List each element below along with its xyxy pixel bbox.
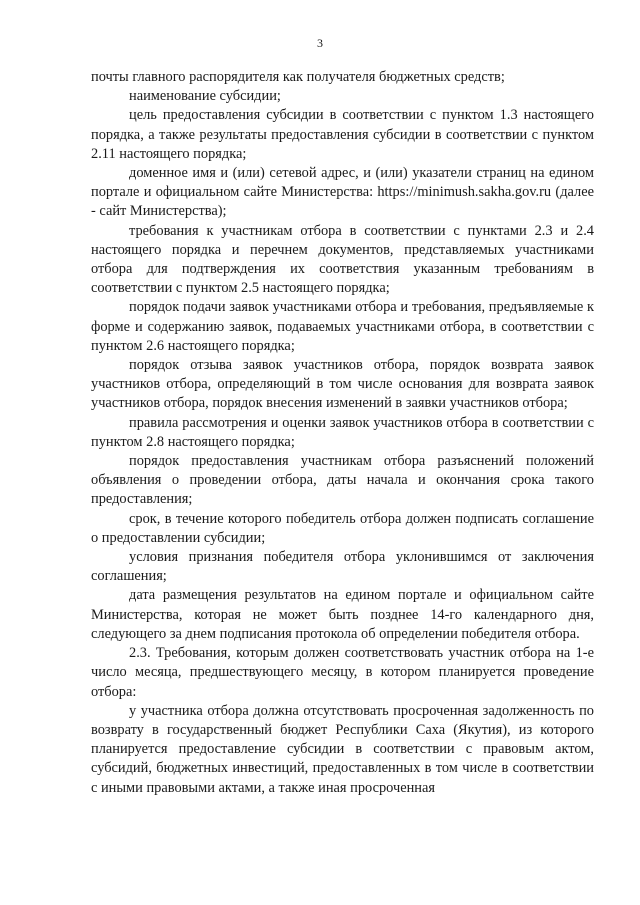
paragraph: почты главного распорядителя как получателя бюджетных средств;: [91, 69, 505, 85]
paragraph: 2.3. Требования, которым должен соответствовать участник отбора на 1-е число месяца, предшествующего месяцу, в котором планируется проведение отбора:: [91, 645, 594, 700]
paragraph: правила рассмотрения и оценки заявок участников отбора в соответствии с пунктом 2.8 настоящего порядка;: [91, 414, 594, 450]
paragraph: доменное имя и (или) сетевой адрес, и (или) указатели страниц на едином портале и официальном сайте Министерства: https://minimush.sakha.gov.ru (далее - сайт Министерства);: [91, 165, 594, 220]
page-number: 3: [317, 36, 323, 50]
paragraph: условия признания победителя отбора уклонившимся от заключения соглашения;: [91, 549, 594, 585]
paragraph: порядок предоставления участникам отбора разъяснений положений объявления о проведении отбора, даты начала и окончания срока такого предоставления;: [91, 453, 594, 508]
paragraph: цель предоставления субсидии в соответствии с пунктом 1.3 настоящего порядка, а также результаты предоставления субсидии в соответствии с пунктом 2.11 настоящего порядка;: [91, 107, 594, 162]
paragraph: требования к участникам отбора в соответствии с пунктами 2.3 и 2.4 настоящего порядка и перечнем документов, представляемых участниками отбора для подтверждения их соответствия указанным требованиям в соответствии с пунктом 2.5 настоящего порядка;: [91, 222, 594, 297]
paragraph: порядок подачи заявок участниками отбора и требования, предъявляемые к форме и содержанию заявок, подаваемых участниками отбора, в соответствии с пунктом 2.6 настоящего порядка;: [91, 299, 594, 354]
paragraph: наименование субсидии;: [129, 88, 281, 105]
document-body: [91, 68, 594, 798]
paragraph: у участника отбора должна отсутствовать просроченная задолженность по возврату в государственный бюджет Республики Саха (Якутия), из которого планируется предоставление субсидии в соответствии с правовым актом, субсидий, бюджетных инвестиций, предоставленных в том числе в соответствии с иными правовыми актами, а также иная просроченная: [91, 702, 594, 796]
paragraph: срок, в течение которого победитель отбора должен подписать соглашение о предоставлении субсидии;: [91, 510, 594, 546]
paragraph: дата размещения результатов на едином портале и официальном сайте Министерства, которая не может быть позднее 14-го календарного дня, следующего за днем подписания протокола об определении победителя отбора.: [91, 587, 594, 642]
paragraph: порядок отзыва заявок участников отбора, порядок возврата заявок участников отбора, определяющий в том числе основания для возврата заявок участников отбора, порядок внесения изменений в заявки участников отбора;: [91, 357, 594, 412]
